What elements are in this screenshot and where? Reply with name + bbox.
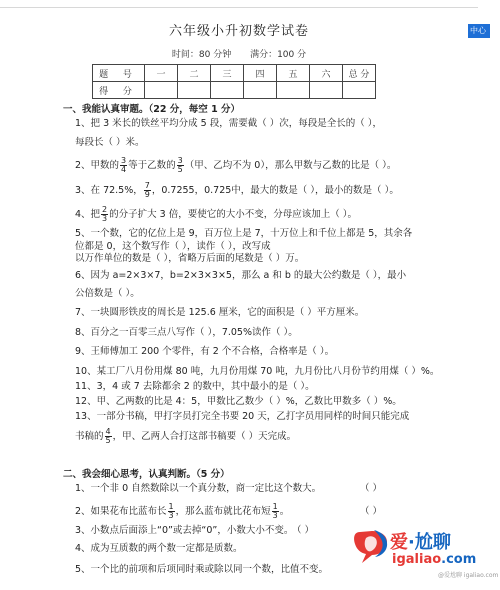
- question-5-line2: 位都是 0，这个数写作（ ），读作（ ），改写成: [75, 241, 271, 252]
- exam-full-score: 满分：100 分: [250, 50, 307, 60]
- score-header-cell: 六: [310, 65, 343, 82]
- question-13-line2: [75, 428, 296, 445]
- score-cell[interactable]: [343, 82, 376, 99]
- question-1-line2: 每段长（ ）米。: [75, 137, 145, 148]
- fraction-denominator: 5: [177, 165, 183, 174]
- fraction-numerator: 2: [102, 205, 108, 214]
- judge-4: 4、成为互质数的两个数一定都是质数。: [75, 543, 243, 554]
- section1-title: 一、我能认真审题。（22 分，每空 1 分）: [63, 104, 241, 115]
- fraction: [144, 182, 151, 199]
- judge-3-answer[interactable]: （ ）: [292, 525, 315, 536]
- q3-text-pre: 3、在 72.5%，: [75, 185, 143, 196]
- score-row-label: 得 分: [93, 82, 145, 99]
- score-cell[interactable]: [211, 82, 244, 99]
- fraction: [101, 206, 108, 223]
- section2-title: 二、我会细心思考，认真判断。（5 分）: [63, 469, 230, 480]
- question-8: 8、百分之一百零三点八写作（ ），7.05%读作（ ）。: [75, 327, 298, 338]
- fraction-denominator: 9: [144, 190, 150, 199]
- question-6-line2: 公倍数是（ ）。: [75, 288, 140, 299]
- score-header-cell: 题 号: [93, 65, 145, 82]
- fraction-denominator: 3: [168, 511, 174, 520]
- fraction: [177, 157, 184, 174]
- fraction-numerator: 4: [105, 427, 111, 436]
- side-tab[interactable]: 中心: [468, 24, 490, 38]
- judge-3: 3、小数点后面添上“0”或去掉“0”，小数大小不变。: [75, 525, 294, 536]
- question-2: [75, 157, 396, 174]
- judge-2: [75, 503, 289, 520]
- judge-1-answer[interactable]: （ ）: [360, 483, 383, 494]
- j2-text-post: 。: [279, 506, 290, 517]
- fraction-denominator: 4: [121, 165, 127, 174]
- question-11: 11、3，4 或 7 去除都余 2 的数中，其中最小的是（ ）。: [75, 381, 315, 392]
- fraction: [105, 428, 112, 445]
- watermark-title-b: ·尬聊: [408, 532, 451, 553]
- watermark-url: [392, 552, 476, 567]
- fraction: [168, 503, 175, 520]
- watermark-logo: [352, 526, 499, 582]
- score-cell[interactable]: [277, 82, 310, 99]
- watermark-sub: @爱尬聊 igaliao.com: [438, 572, 499, 579]
- score-header-cell: 一: [145, 65, 178, 82]
- q4-text-pre: 4、把: [75, 209, 101, 220]
- fraction-numerator: 3: [121, 156, 127, 165]
- q2-text-mid: 等于乙数的: [128, 160, 176, 171]
- q4-text-post: 的分子扩大 3 倍，要使它的大小不变，分母应该加上（ ）。: [109, 209, 357, 220]
- score-table-header-row: [93, 65, 376, 82]
- question-13-line1: 13、一部分书稿，甲打字员打完全书要 20 天，乙打字员用同样的时间只能完成: [75, 411, 410, 422]
- fraction-denominator: 3: [272, 511, 278, 520]
- score-table: [92, 64, 376, 99]
- watermark-url-b: .com: [441, 552, 477, 567]
- fraction-numerator: 7: [144, 181, 150, 190]
- question-10: 10、某工厂八月份用煤 80 吨，九月份用煤 70 吨，九月份比八月份节约用煤（ ）%。: [75, 366, 440, 377]
- top-divider: [0, 7, 478, 8]
- score-header-cell: 四: [244, 65, 277, 82]
- j2-text-mid: ，那么蓝布就比花布短: [175, 506, 271, 517]
- score-cell[interactable]: [310, 82, 343, 99]
- score-header-cell: 三: [211, 65, 244, 82]
- score-header-cell: 五: [277, 65, 310, 82]
- j2-text-pre: 2、如果花布比蓝布长: [75, 506, 167, 517]
- q13-text-pre: 书稿的: [75, 431, 104, 442]
- question-4: [75, 206, 357, 223]
- score-header-cell: 总 分: [343, 65, 376, 82]
- fraction-denominator: 5: [105, 436, 111, 445]
- question-3: [75, 182, 399, 199]
- question-5-line3: 以万作单位的数是（ ），省略万后面的尾数是（ ）万。: [75, 253, 305, 264]
- question-12: 12、甲、乙两数的比是 4：5，甲数比乙数少（ ）%，乙数比甲数多（ ）%。: [75, 396, 402, 407]
- judge-1: 1、一个非 0 自然数除以一个真分数，商一定比这个数大。: [75, 483, 322, 494]
- question-1-line1: 1、把 3 米长的铁丝平均分成 5 段，需要截（ ）次，每段是全长的（ ），: [75, 118, 383, 129]
- fraction-numerator: 3: [177, 156, 183, 165]
- score-header-cell: 二: [178, 65, 211, 82]
- score-table-score-row: [93, 82, 376, 99]
- fraction: [272, 503, 279, 520]
- exam-subtitle: [0, 47, 478, 60]
- watermark-title: [390, 528, 451, 554]
- exam-title: 六年级小升初数学试卷: [168, 24, 309, 39]
- question-5-line1: 5、一个数，它的亿位上是 9，百万位上是 7，十万位上和千位上都是 5，其余各: [75, 228, 413, 239]
- fraction-numerator: 1: [168, 502, 174, 511]
- watermark-url-a: igaliao: [392, 552, 442, 567]
- fraction-denominator: 3: [102, 214, 108, 223]
- chat-bubble-logo-icon: [352, 526, 392, 566]
- watermark-title-a: 爱: [390, 532, 408, 553]
- exam-time: 时间：80 分钟: [171, 50, 232, 60]
- question-6-line1: 6、因为 a=2×3×7，b=2×3×3×5，那么 a 和 b 的最大公约数是（ ），最小: [75, 270, 407, 281]
- judge-2-answer[interactable]: （ ）: [360, 506, 383, 517]
- score-cell[interactable]: [145, 82, 178, 99]
- question-9: 9、王师傅加工 200 个零件，有 2 个不合格，合格率是（ ）。: [75, 346, 335, 357]
- judge-5: 5、一个比的前项和后项同时乘或除以同一个数，比值不变。: [75, 564, 329, 575]
- fraction-numerator: 1: [272, 502, 278, 511]
- q3-text-post: ，0.7255，0.725中，最大的数是（ ），最小的数是（ ）。: [151, 185, 399, 196]
- question-7: 7、一块圆形铁皮的周长是 125.6 厘米，它的面积是（ ）平方厘米。: [75, 307, 365, 318]
- q2-text-post: （甲、乙均不为 0），那么甲数与乙数的比是（ ）。: [184, 160, 397, 171]
- fraction: [120, 157, 127, 174]
- q13-text-post: ，甲、乙两人合打这部书稿要（ ）天完成。: [112, 431, 297, 442]
- q2-text-pre: 2、甲数的: [75, 160, 120, 171]
- score-cell[interactable]: [244, 82, 277, 99]
- score-cell[interactable]: [178, 82, 211, 99]
